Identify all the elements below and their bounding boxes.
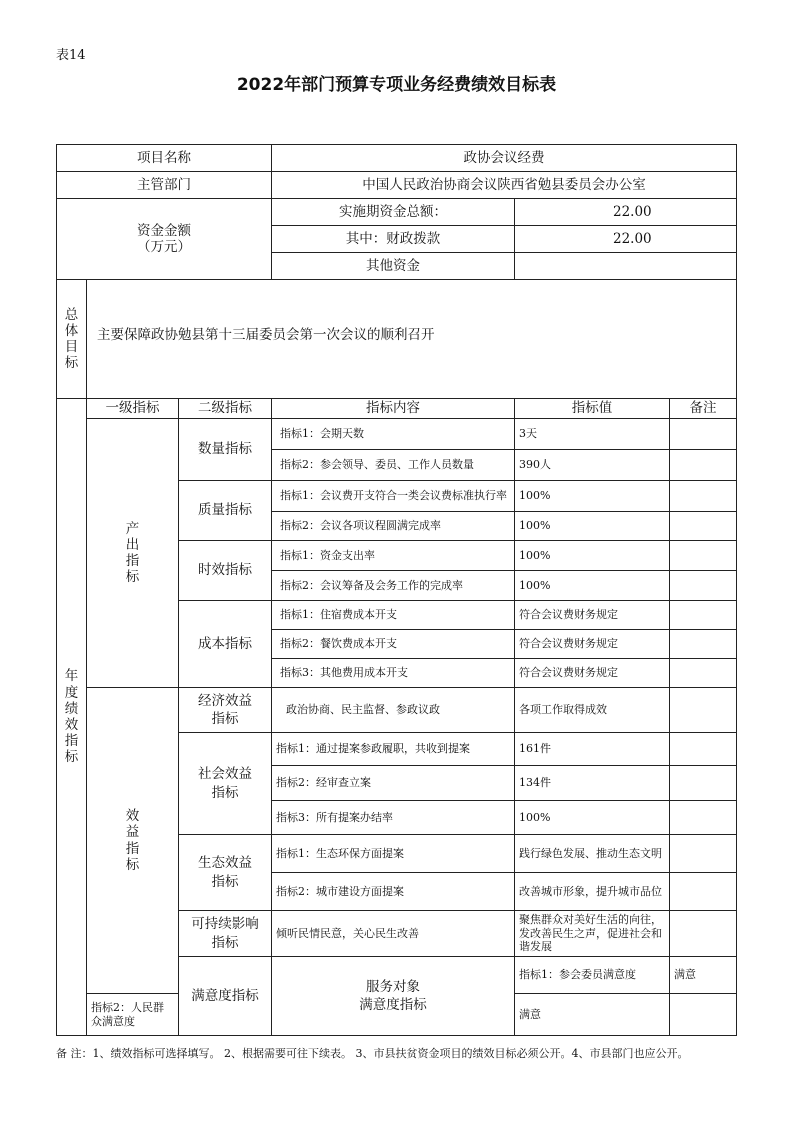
department-label: 主管部门 [57,172,272,199]
indicator-value: 符合会议费财务规定 [515,630,670,659]
benefit-indicators-label: 效 益 指 标 [87,688,179,994]
ecological-benefit-label: 生态效益 指标 [179,835,272,911]
indicator-content: 指标2：经审查立案 [272,766,515,801]
indicator-remark [670,873,737,911]
indicator-content: 政治协商、民主监督、参政议政 [272,688,515,733]
total-funds-label: 实施期资金总额： [272,199,515,226]
overall-goal-text: 主要保障政协勉县第十三届委员会第一次会议的顺利召开 [87,280,737,399]
project-name-value: 政协会议经费 [272,145,737,172]
indicator-content: 指标1：参会委员满意度 [515,957,670,994]
service-satisfaction-label: 服务对象 满意度指标 [272,957,515,1036]
indicator-value: 100% [515,801,670,835]
header-value: 指标值 [515,399,670,419]
indicator-content: 指标3：所有提案办结率 [272,801,515,835]
indicator-remark [670,659,737,688]
indicator-value: 134件 [515,766,670,801]
indicator-value: 100% [515,512,670,541]
indicator-remark [670,601,737,630]
indicator-remark [670,571,737,601]
indicator-content: 指标3：其他费用成本开支 [272,659,515,688]
cost-indicator-label: 成本指标 [179,601,272,688]
indicator-content: 指标2：会议各项议程圆满完成率 [272,512,515,541]
indicator-content: 指标2：城市建设方面提案 [272,873,515,911]
indicator-content: 指标1：生态环保方面提案 [272,835,515,873]
indicator-remark [670,481,737,512]
overall-goal-row [57,280,737,399]
page-title: 2022年部门预算专项业务经费绩效目标表 [236,75,557,95]
indicator-content: 倾听民情民意，关心民生改善 [272,911,515,957]
header-remark: 备注 [670,399,737,419]
indicator-remark [670,801,737,835]
indicator-value: 改善城市形象，提升城市品位 [515,873,670,911]
indicator-remark [670,630,737,659]
indicator-value: 390人 [515,450,670,481]
indicator-remark [670,733,737,766]
funds-total-row [57,199,737,226]
header-level2: 二级指标 [179,399,272,419]
sustainable-impact-label: 可持续影响 指标 [179,911,272,957]
satisfaction-indicators-label: 满意度指标 [179,957,272,1036]
funds-unit: （万元） [137,239,191,255]
indicator-remark [670,541,737,571]
indicator-content: 指标2：会议筹备及会务工作的完成率 [272,571,515,601]
indicator-content: 指标1：会议费开支符合一类会议费标准执行率 [272,481,515,512]
output-indicators-label: 产 出 指 标 [87,419,179,688]
indicator-remark [670,450,737,481]
indicator-header-row [57,399,737,419]
timeliness-indicator-label: 时效指标 [179,541,272,601]
indicator-value: 满意 [515,994,670,1036]
indicator-value: 符合会议费财务规定 [515,601,670,630]
fiscal-funds-label: 其中：财政拨款 [272,226,515,253]
indicator-content: 指标1：住宿费成本开支 [272,601,515,630]
table-row [57,419,737,450]
social-benefit-label: 社会效益 指标 [179,733,272,835]
header-content: 指标内容 [272,399,515,419]
project-name-row [57,145,737,172]
indicator-remark [670,766,737,801]
indicator-value: 161件 [515,733,670,766]
other-funds-label: 其他资金 [272,253,515,280]
indicator-remark [670,688,737,733]
indicator-value: 聚焦群众对美好生活的向往，发改善民生之声，促进社会和谐发展 [515,911,670,957]
fiscal-funds-value: 22.00 [515,226,737,253]
indicator-value: 3天 [515,419,670,450]
indicator-remark [670,512,737,541]
department-row [57,172,737,199]
total-funds-value: 22.00 [515,199,737,226]
indicator-value: 符合会议费财务规定 [515,659,670,688]
indicator-remark [670,994,737,1036]
indicator-remark [670,835,737,873]
header-level1: 一级指标 [87,399,179,419]
table-row [57,688,737,733]
footnote: 备 注：1、绩效指标可选择填写。 2、根据需要可往下续表。 3、市县扶贫资金项目的绩效目标必须公开。4、市县部门也应公开。 [56,1047,689,1060]
indicator-value: 100% [515,541,670,571]
project-name-label: 项目名称 [57,145,272,172]
other-funds-value [515,253,737,280]
table-number-label: 表14 [56,48,86,63]
indicator-content: 指标1：会期天数 [272,419,515,450]
indicator-content: 指标1：资金支出率 [272,541,515,571]
indicator-content: 指标1：通过提案参政履职，共收到提案 [272,733,515,766]
funds-label: 资金金额 [137,222,191,239]
indicator-value: 满意 [670,957,737,994]
indicator-content: 指标2：人民群众满意度 [87,994,179,1036]
indicator-content: 指标2：餐饮费成本开支 [272,630,515,659]
indicator-content: 指标2：参会领导、委员、工作人员数量 [272,450,515,481]
indicator-value: 各项工作取得成效 [515,688,670,733]
department-value: 中国人民政治协商会议陕西省勉县委员会办公室 [272,172,737,199]
annual-indicators-label: 年 度 绩 效 指 标 [57,399,87,1036]
performance-target-table [56,144,737,1036]
overall-goal-label: 总 体 目 标 [57,280,87,399]
quality-indicator-label: 质量指标 [179,481,272,541]
indicator-value: 100% [515,481,670,512]
economic-benefit-label: 经济效益 指标 [179,688,272,733]
indicator-value: 100% [515,571,670,601]
funds-label-cell [57,199,272,280]
indicator-value: 践行绿色发展、推动生态文明 [515,835,670,873]
indicator-remark [670,419,737,450]
indicator-remark [670,911,737,957]
quantity-indicator-label: 数量指标 [179,419,272,481]
